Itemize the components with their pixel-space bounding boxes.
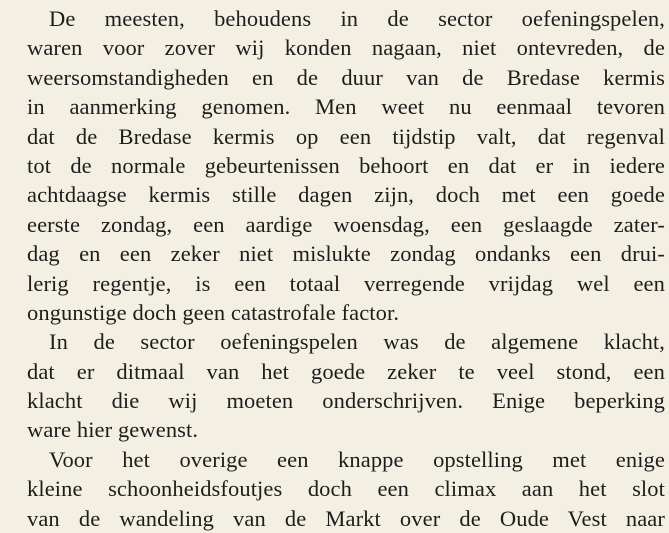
text-line: dat de Bredase kermis op een tijdstip valt, dat regenval bbox=[27, 123, 665, 149]
paragraph-2 bbox=[27, 327, 665, 445]
text-line: waren voor zover wij konden nagaan, niet ontevreden, de bbox=[27, 35, 665, 61]
text-line: weersomstandigheden en de duur van de Bredase kermis bbox=[27, 64, 665, 90]
text-line: klacht die wij moeten onderschrijven. Enige beperking bbox=[27, 388, 665, 414]
text-line: Voor het overige een knappe opstelling met enige bbox=[49, 446, 665, 472]
text-line: van de wandeling van de Markt over de Oude Vest naar bbox=[27, 505, 665, 531]
article-text bbox=[27, 4, 665, 533]
paragraph-3 bbox=[27, 445, 665, 533]
text-line: in aanmerking genomen. Men weet nu eenmaal tevoren bbox=[27, 94, 665, 120]
text-line: ongunstige doch geen catastrofale factor. bbox=[27, 299, 400, 325]
text-line: eerste zondag, een aardige woensdag, een geslaagde zater- bbox=[27, 211, 665, 237]
text-line: dag en een zeker niet mislukte zondag ondanks een drui- bbox=[27, 241, 665, 267]
paragraph-1 bbox=[27, 4, 665, 327]
text-line: De meesten, behoudens in de sector oefeningspelen, bbox=[49, 6, 665, 31]
text-line: tot de normale gebeurtenissen behoort en dat er in iedere bbox=[27, 152, 665, 178]
text-line: In de sector oefeningspelen was de algemene klacht, bbox=[49, 329, 665, 355]
text-line: achtdaagse kermis stille dagen zijn, doch met een goede bbox=[27, 182, 665, 208]
text-line: dat er ditmaal van het goede zeker te veel stond, een bbox=[27, 358, 665, 384]
text-line: kleine schoonheidsfoutjes doch een climax aan het slot bbox=[27, 476, 665, 502]
text-line: ware hier gewenst. bbox=[27, 417, 199, 443]
text-line: lerig regentje, is een totaal verregende vrijdag wel een bbox=[27, 270, 665, 296]
